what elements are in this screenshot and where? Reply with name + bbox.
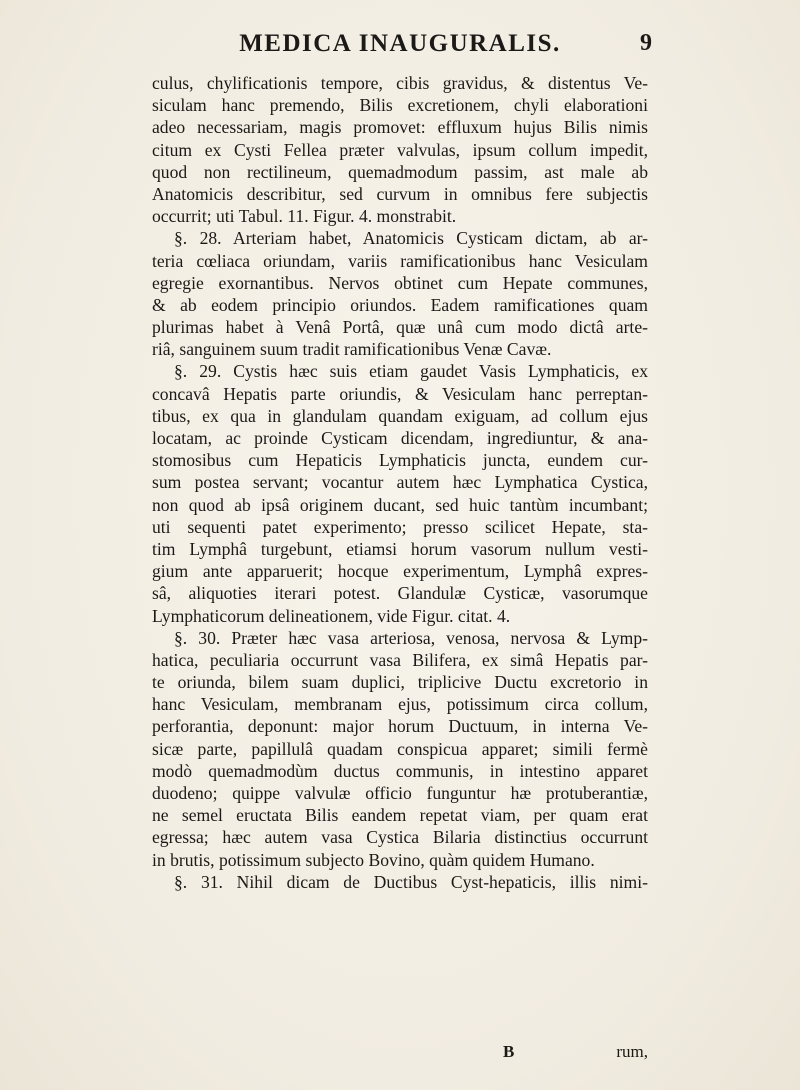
text-line: sum postea servant; vocantur autem hæc Lymphatica Cystica, bbox=[152, 472, 648, 493]
text-line: plurimas habet à Venâ Portâ, quæ unâ cum modo dictâ arte- bbox=[152, 317, 648, 338]
page-number: 9 bbox=[640, 30, 652, 56]
text-line: egregie exornantibus. Nervos obtinet cum Hepate communes, bbox=[152, 272, 648, 293]
text-line: & ab eodem principio oriundos. Eadem ramificationes quam bbox=[152, 294, 648, 315]
text-line: tim Lymphâ turgebunt, etiamsi horum vasorum nullum vesti- bbox=[152, 538, 648, 559]
text-line: duodeno; quippe valvulæ officio funguntur hæ protuberantiæ, bbox=[152, 783, 648, 803]
text-line: quod non rectilineum, quemadmodum passim, ast male ab bbox=[152, 161, 648, 182]
catchword: rum, bbox=[616, 1042, 648, 1061]
text-line: citum ex Cysti Fellea præter valvulas, ipsum collum impedit, bbox=[152, 139, 648, 160]
text-line: hanc Vesiculam, membranam ejus, potissimum circa collum, bbox=[152, 694, 648, 715]
text-line: siculam hanc premendo, Bilis excretionem, chyli elaborationi bbox=[152, 95, 648, 116]
text-line: culus, chylificationis tempore, cibis gravidus, & distentus Ve- bbox=[152, 73, 648, 93]
text-line: Anatomicis describitur, sed curvum in omnibus fere subjectis bbox=[152, 183, 648, 204]
text-line: teria cœliaca oriundam, variis ramificationibus hanc Vesiculam bbox=[152, 250, 648, 271]
text-line: egressa; hæc autem vasa Cystica Bilaria distinctius occurrunt bbox=[152, 827, 648, 848]
text-line: adeo necessariam, magis promovet: effluxum hujus Bilis nimis bbox=[152, 117, 648, 138]
text-line: Lymphaticorum delineationem, vide Figur. citat. 4. bbox=[152, 605, 511, 626]
section-31-start: §. 31. Nihil dicam de Ductibus Cyst-hepaticis, illis nimi- bbox=[174, 871, 648, 892]
text-line: hatica, peculiaria occurrunt vasa Bilifera, ex simâ Hepatis par- bbox=[152, 649, 648, 670]
text-line: perforantia, deponunt: major horum Ductuum, in interna Ve- bbox=[152, 716, 648, 737]
section-28-start: §. 28. Arteriam habet, Anatomicis Cysticam dictam, ab ar- bbox=[174, 228, 648, 249]
signature-mark: B bbox=[503, 1042, 515, 1061]
text-line: locatam, ac proinde Cysticam dicendam, ingrediuntur, & ana- bbox=[152, 428, 648, 448]
text-line: te oriunda, bilem suam duplici, triplicive Ductu excretorio in bbox=[152, 672, 648, 693]
text-line: ne semel eructata Bilis eandem repetat viam, per quam erat bbox=[152, 805, 648, 826]
text-line: sicæ parte, papillulâ quadam conspicua apparet; simili fermè bbox=[152, 738, 648, 759]
text-line: gium ante apparuerit; hocque experimentum, Lymphâ expres- bbox=[152, 561, 648, 582]
text-line: occurrit; uti Tabul. 11. Figur. 4. monstrabit. bbox=[152, 206, 457, 227]
text-line: uti sequenti patet experimento; presso scilicet Hepate, sta- bbox=[152, 516, 648, 537]
text-line: concavâ Hepatis parte oriundis, & Vesiculam hanc perreptan- bbox=[152, 383, 648, 404]
text-line: tibus, ex qua in glandulam quandam exiguam, ad collum ejus bbox=[152, 405, 648, 426]
text-line: stomosibus cum Hepaticis Lymphaticis juncta, eundem cur- bbox=[152, 450, 648, 471]
text-line: riâ, sanguinem suum tradit ramificationibus Venæ Cavæ. bbox=[152, 339, 552, 360]
text-line: modò quemadmodùm ductus communis, in intestino apparet bbox=[152, 760, 648, 781]
text-line: non quod ab ipsâ originem ducant, sed huic tantùm incumbant; bbox=[152, 494, 648, 515]
section-30-start: §. 30. Præter hæc vasa arteriosa, venosa, nervosa & Lymp- bbox=[174, 627, 648, 648]
body-text bbox=[152, 72, 648, 893]
text-line: sâ, aliquoties iterari potest. Glandulæ Cysticæ, vasorumque bbox=[152, 583, 648, 604]
text-line: in brutis, potissimum subjecto Bovino, quàm quidem Humano. bbox=[152, 849, 595, 870]
section-29-start: §. 29. Cystis hæc suis etiam gaudet Vasis Lymphaticis, ex bbox=[174, 361, 648, 382]
running-title: MEDICA INAUGURALIS. bbox=[239, 30, 561, 57]
